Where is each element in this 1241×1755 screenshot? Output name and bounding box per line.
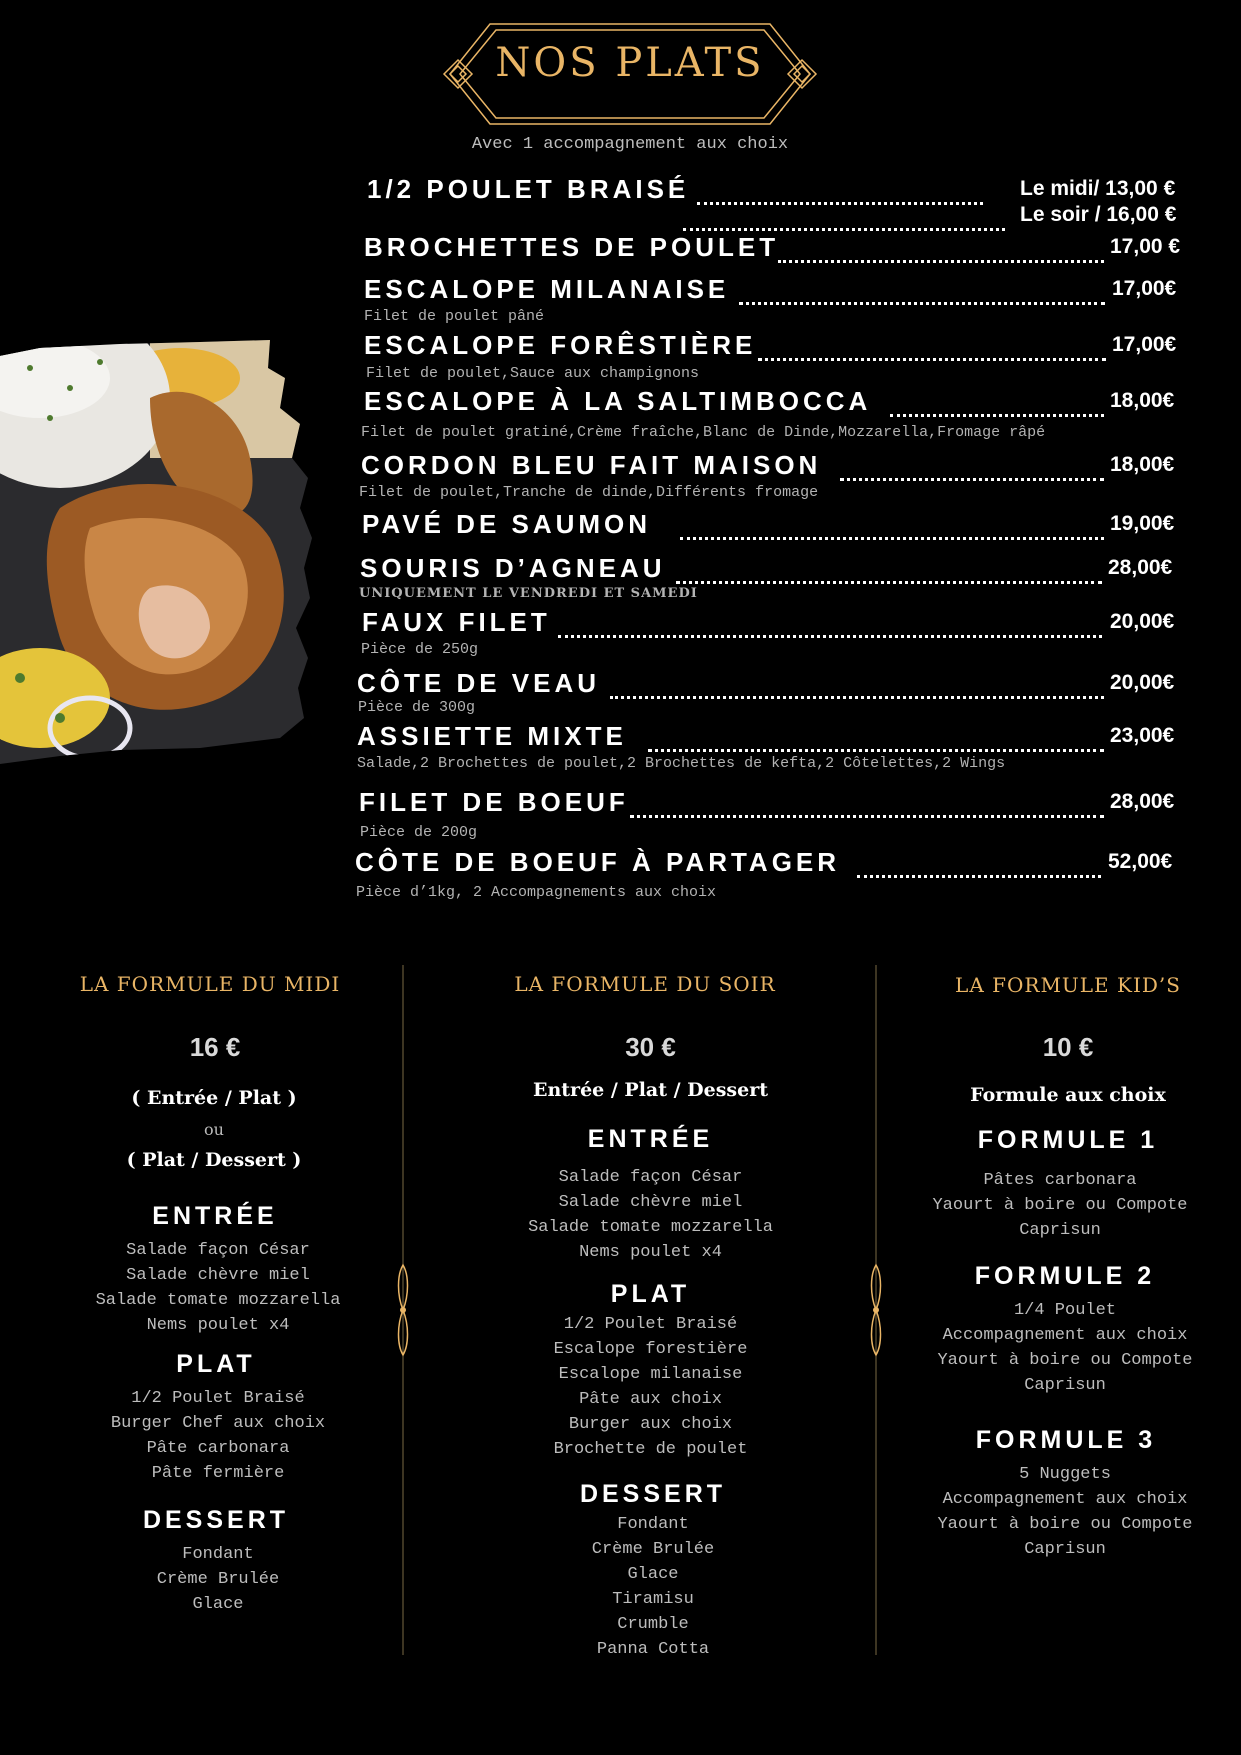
dish-item [0, 845, 1241, 885]
formule-soir-entree-list [486, 1165, 815, 1265]
list-item: Yaourt à boire ou Compote [932, 1196, 1188, 1215]
list-item: Accompagnement aux choix [942, 1326, 1188, 1345]
list-item: Salade chèvre miel [558, 1193, 743, 1212]
dish-item [0, 605, 1241, 645]
dot-leader [840, 448, 1104, 481]
dish-price-lunch: Le midi/ 13,00 € [1020, 177, 1176, 200]
dot-leader [683, 198, 1005, 231]
list-item: Fondant [182, 1545, 254, 1564]
dish-item [0, 328, 1241, 368]
dot-leader [676, 551, 1102, 584]
dot-leader [778, 230, 1104, 263]
formule-midi-entree-heading: ENTRÉE [152, 1202, 278, 1230]
formule-kids-f2-list [910, 1298, 1220, 1398]
formule-midi-price: 16 € [189, 1032, 241, 1062]
dish-name: FILET DE BOEUF [359, 787, 629, 817]
list-item: Nems poulet x4 [579, 1243, 722, 1262]
dish-name: 1/2 POULET BRAISÉ [367, 174, 690, 204]
dish-description: Salade,2 Brochettes de poulet,2 Brochettes de kefta,2 Côtelettes,2 Wings [357, 755, 1006, 772]
dish-name: FAUX FILET [362, 607, 551, 637]
formule-kids-price: 10 € [1042, 1032, 1094, 1062]
dish-price: 19,00€ [1110, 512, 1175, 535]
list-item: Burger aux choix [568, 1415, 733, 1434]
formule-soir-option: Entrée / Plat / Dessert [532, 1079, 769, 1101]
formule-midi-option-1: ( Entrée / Plat ) [131, 1087, 297, 1109]
dish-price: 28,00€ [1108, 556, 1173, 579]
list-item: Caprisun [1024, 1540, 1106, 1559]
formule-kids-f3-heading: FORMULE 3 [975, 1426, 1157, 1454]
list-item: Caprisun [1024, 1376, 1106, 1395]
dish-item [0, 230, 1241, 270]
ornamental-divider-left [393, 965, 413, 1655]
dish-price: 17,00€ [1112, 277, 1177, 300]
page-subtitle: Avec 1 accompagnement aux choix [471, 135, 789, 154]
list-item: Burger Chef aux choix [110, 1414, 326, 1433]
dish-price: 20,00€ [1110, 671, 1175, 694]
formule-midi-dessert-list [56, 1542, 380, 1617]
list-item: Pâte carbonara [146, 1439, 290, 1458]
formule-midi-option-2: ( Plat / Dessert ) [126, 1149, 302, 1171]
dot-leader [857, 845, 1101, 878]
list-item: Escalope forestière [553, 1340, 748, 1359]
dot-leader [758, 328, 1106, 361]
formule-soir-dessert-list [491, 1512, 815, 1662]
dish-item [0, 785, 1241, 825]
dish-item [0, 448, 1241, 488]
formule-soir [475, 960, 815, 1680]
list-item: 1/2 Poulet Braisé [563, 1315, 738, 1334]
list-item: Salade tomate mozzarella [528, 1218, 773, 1237]
dot-leader [558, 605, 1102, 638]
list-item: Brochette de poulet [553, 1440, 748, 1459]
dish-name: CORDON BLEU FAIT MAISON [361, 450, 822, 480]
formule-midi-plat-list [56, 1386, 380, 1486]
list-item: Yaourt à boire ou Compote [937, 1351, 1193, 1370]
formule-midi-title: LA FORMULE DU MIDI [79, 972, 341, 996]
dot-leader [648, 719, 1104, 752]
list-item: Yaourt à boire ou Compote [937, 1515, 1193, 1534]
list-item: 1/2 Poulet Braisé [131, 1389, 305, 1408]
list-item: Crumble [617, 1615, 689, 1634]
dot-leader [739, 272, 1105, 305]
dish-description: Pièce de 200g [360, 824, 478, 841]
dish-name: ESCALOPE MILANAISE [364, 274, 730, 304]
dish-item [0, 272, 1241, 312]
formule-kids-f3-list [910, 1462, 1220, 1562]
dish-description: Filet de poulet pâné [364, 308, 545, 325]
formule-kids-title: LA FORMULE KID’S [955, 973, 1181, 997]
formule-soir-price: 30 € [625, 1032, 676, 1062]
page-title: NOS PLATS [495, 40, 765, 86]
formule-kids [900, 960, 1220, 1680]
dish-description: Pièce de 300g [358, 699, 476, 716]
list-item: Panna Cotta [596, 1640, 710, 1659]
dish-availability-note: UNIQUEMENT LE VENDREDI ET SAMEDI [359, 586, 698, 601]
formule-soir-plat-heading: PLAT [610, 1280, 691, 1308]
dish-name: CÔTE DE VEAU [357, 668, 601, 698]
dish-item [0, 384, 1241, 424]
list-item: Glace [192, 1595, 244, 1614]
dish-price: 20,00€ [1110, 610, 1175, 633]
list-item: Salade façon César [558, 1168, 743, 1187]
formule-midi-plat-heading: PLAT [176, 1350, 256, 1378]
formule-soir-title: LA FORMULE DU SOIR [514, 972, 776, 996]
formule-soir-entree-heading: ENTRÉE [587, 1125, 714, 1153]
ornamental-divider-right [866, 965, 886, 1655]
list-item: Salade façon César [126, 1241, 310, 1260]
formule-kids-option: Formule aux choix [970, 1084, 1166, 1106]
formule-soir-plat-list [486, 1312, 815, 1462]
dot-leader [890, 384, 1104, 417]
dish-price: 17,00 € [1110, 235, 1181, 258]
list-item: 1/4 Poulet [1013, 1301, 1117, 1320]
dish-price: 28,00€ [1110, 790, 1175, 813]
list-item: Glace [627, 1565, 679, 1584]
list-item: Fondant [617, 1515, 689, 1534]
dish-price-evening: Le soir / 16,00 € [1020, 203, 1177, 226]
formule-midi [40, 960, 380, 1680]
dish-item [0, 507, 1241, 547]
list-item: Salade chèvre miel [126, 1266, 310, 1285]
dish-name: BROCHETTES DE POULET [364, 232, 780, 262]
formule-midi-or: ou [204, 1120, 224, 1139]
formule-kids-f2-heading: FORMULE 2 [974, 1262, 1156, 1290]
dish-price: 52,00€ [1108, 850, 1173, 873]
dish-description: Filet de poulet gratiné,Crème fraîche,Blanc de Dinde,Mozzarella,Fromage râpé [361, 424, 1046, 441]
list-item: Accompagnement aux choix [942, 1490, 1188, 1509]
list-item: Pâte aux choix [579, 1390, 722, 1409]
formule-kids-f1-list [900, 1168, 1220, 1243]
dish-item [0, 551, 1241, 591]
formule-midi-dessert-heading: DESSERT [142, 1506, 290, 1534]
dot-leader [610, 666, 1104, 699]
list-item: 5 Nuggets [1019, 1465, 1111, 1484]
list-item: Salade tomate mozzarella [95, 1291, 341, 1310]
dot-leader [630, 785, 1104, 818]
dish-name: SOURIS D’AGNEAU [360, 553, 666, 583]
dish-name: PAVÉ DE SAUMON [362, 509, 652, 539]
dish-description: Pièce d’1kg, 2 Accompagnements aux choix [356, 884, 717, 901]
list-item: Caprisun [1019, 1221, 1101, 1240]
dish-price: 23,00€ [1110, 724, 1175, 747]
dish-name: ESCALOPE FORÊSTIÈRE [364, 330, 757, 360]
dish-price: 17,00€ [1112, 333, 1177, 356]
dot-leader [680, 507, 1104, 540]
formule-soir-dessert-heading: DESSERT [579, 1480, 727, 1508]
list-item: Tiramisu [612, 1590, 694, 1609]
dish-item [0, 719, 1241, 759]
list-item: Pâte fermière [151, 1464, 285, 1483]
dish-name: ESCALOPE À LA SALTIMBOCCA [364, 386, 872, 416]
dish-description: Filet de poulet,Tranche de dinde,Différents fromage [359, 484, 819, 501]
dish-description: Pièce de 250g [361, 641, 479, 658]
formule-midi-entree-list [56, 1238, 380, 1338]
list-item: Crème Brulée [156, 1570, 280, 1589]
dish-name: ASSIETTE MIXTE [357, 721, 627, 751]
formule-kids-f1-heading: FORMULE 1 [977, 1126, 1159, 1154]
dish-item [0, 666, 1241, 706]
list-item: Crème Brulée [591, 1540, 715, 1559]
dish-description: Filet de poulet,Sauce aux champignons [366, 365, 700, 382]
list-item: Nems poulet x4 [146, 1316, 290, 1335]
list-item: Escalope milanaise [558, 1365, 743, 1384]
list-item: Pâtes carbonara [983, 1171, 1137, 1190]
dish-price: 18,00€ [1110, 453, 1175, 476]
dish-price: 18,00€ [1110, 389, 1175, 412]
dish-name: CÔTE DE BOEUF À PARTAGER [355, 847, 841, 877]
